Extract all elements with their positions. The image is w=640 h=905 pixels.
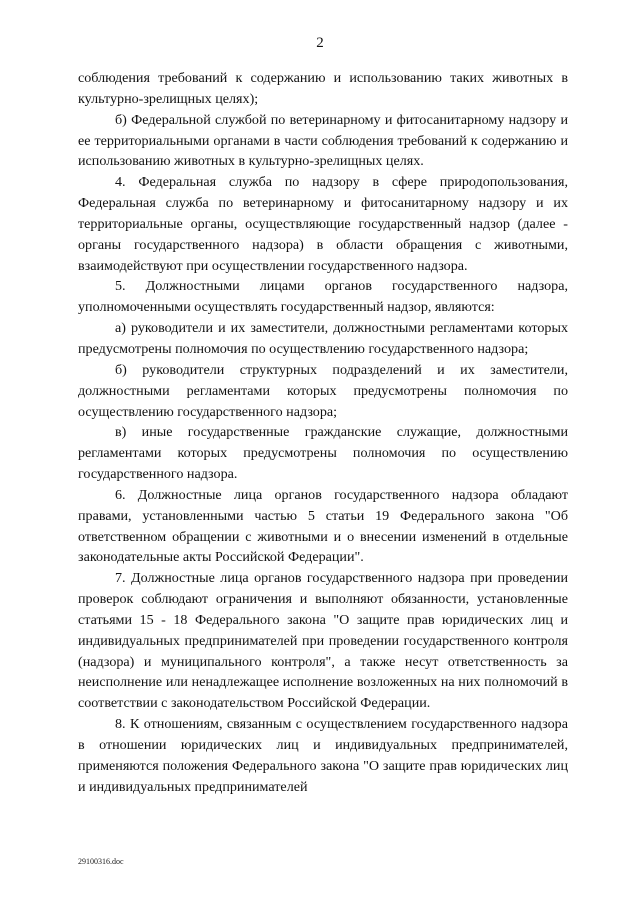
paragraph-item-b-veterinary: б) Федеральной службой по ветеринарному и фитосанитарному надзору и ее территориальными органами в части соблюдения требований к содержанию и использованию животных в культурно-зрелищных целях. (78, 111, 568, 170)
page-number: 2 (316, 35, 324, 51)
document-body (78, 68, 568, 798)
paragraph-7-restrictions: 7. Должностные лица органов государственного надзора при проведении проверок соблюдают ограничения и выполняют обязанности, установленные статьями 15 - 18 Федерального закона "О защите прав юридических лиц и индивидуальных предпринимателей при проведении государственного контроля (надзора) и муниципального контроля", а также несут ответственность за неисполнение или ненадлежащее исполнение возложенных на них полномочий в соответствии с законодательством Российской Федерации. (78, 570, 568, 712)
paragraph-5a-heads: а) руководители и их заместители, должностными регламентами которых предусмотрены полномочия по осуществлению государственного надзора; (78, 320, 568, 357)
file-name-footer: 29100316.doc (78, 857, 124, 866)
paragraph-4-interaction: 4. Федеральная служба по надзору в сфере природопользования, Федеральная служба по ветеринарному и фитосанитарному надзору и их территориальные органы, осуществляющие государственный надзор (далее - органы государственного надзора) в области обращения с животными, взаимодействуют при осуществлении государственного надзора. (78, 174, 568, 274)
paragraph-6-rights: 6. Должностные лица органов государственного надзора обладают правами, установленными частью 5 статьи 19 Федерального закона "Об ответственном обращении с животными и о внесении изменений в отдельные законодательные акты Российской Федерации". (78, 486, 568, 566)
paragraph-5-officials: 5. Должностными лицами органов государственного надзора, уполномоченными осуществлять государственный надзор, являются: (78, 278, 568, 316)
paragraph-continuation: соблюдения требований к содержанию и использованию таких животных в культурно-зрелищных целях); (78, 70, 568, 107)
paragraph-8-relations: 8. К отношениям, связанным с осуществлением государственного надзора в отношении юридических лиц и индивидуальных предпринимателей, применяются положения Федерального закона "О защите прав юридических лиц и индивидуальных предпринимателей (78, 716, 568, 795)
paragraph-5b-unit-heads: б) руководители структурных подразделений и их заместители, должностными регламентами которых предусмотрены полномочия по осуществлению государственного надзора; (78, 361, 568, 420)
paragraph-5c-civil-servants: в) иные государственные гражданские служащие, должностными регламентами которых предусмотрены полномочия по осуществлению государственного надзора. (78, 424, 568, 483)
